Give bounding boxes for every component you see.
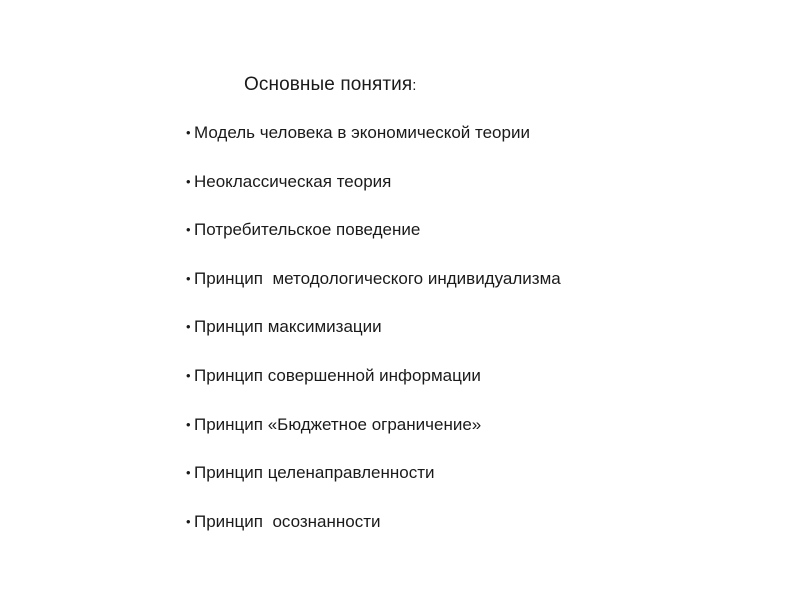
bullet-icon: • xyxy=(186,270,191,286)
bullet-icon: • xyxy=(186,513,191,529)
list-item-text: Неоклассическая теория xyxy=(194,171,392,191)
bullet-icon: • xyxy=(186,367,191,383)
list-item xyxy=(186,511,561,560)
slide-title-text: Основные понятия xyxy=(244,74,413,95)
list-item-text: Принцип совершенной информации xyxy=(194,365,481,385)
list-item xyxy=(186,268,561,317)
list-item xyxy=(186,316,561,365)
concepts-list xyxy=(186,122,561,559)
slide-title-colon: : xyxy=(412,77,417,94)
list-item xyxy=(186,365,561,414)
bullet-icon: • xyxy=(186,319,191,335)
list-item xyxy=(186,219,561,268)
list-item xyxy=(186,462,561,511)
bullet-icon: • xyxy=(186,416,191,432)
list-item-text: Потребительское поведение xyxy=(194,220,421,240)
bullet-icon: • xyxy=(186,173,191,189)
list-item xyxy=(186,171,561,220)
list-item-text: Принцип «Бюджетное ограничение» xyxy=(194,414,482,434)
list-item-text: Принцип осознанности xyxy=(194,511,381,531)
bullet-icon: • xyxy=(186,125,191,140)
list-item-text: Принцип целенаправленности xyxy=(194,463,435,483)
list-item-text: Принцип максимизации xyxy=(194,317,382,337)
list-item-text: Принцип методологического индивидуализма xyxy=(194,268,561,288)
slide-title xyxy=(244,74,417,96)
list-item xyxy=(186,414,561,463)
list-item xyxy=(186,122,561,171)
bullet-icon: • xyxy=(186,222,191,238)
list-item-text: Модель человека в экономической теории xyxy=(194,123,530,142)
bullet-icon: • xyxy=(186,465,191,481)
